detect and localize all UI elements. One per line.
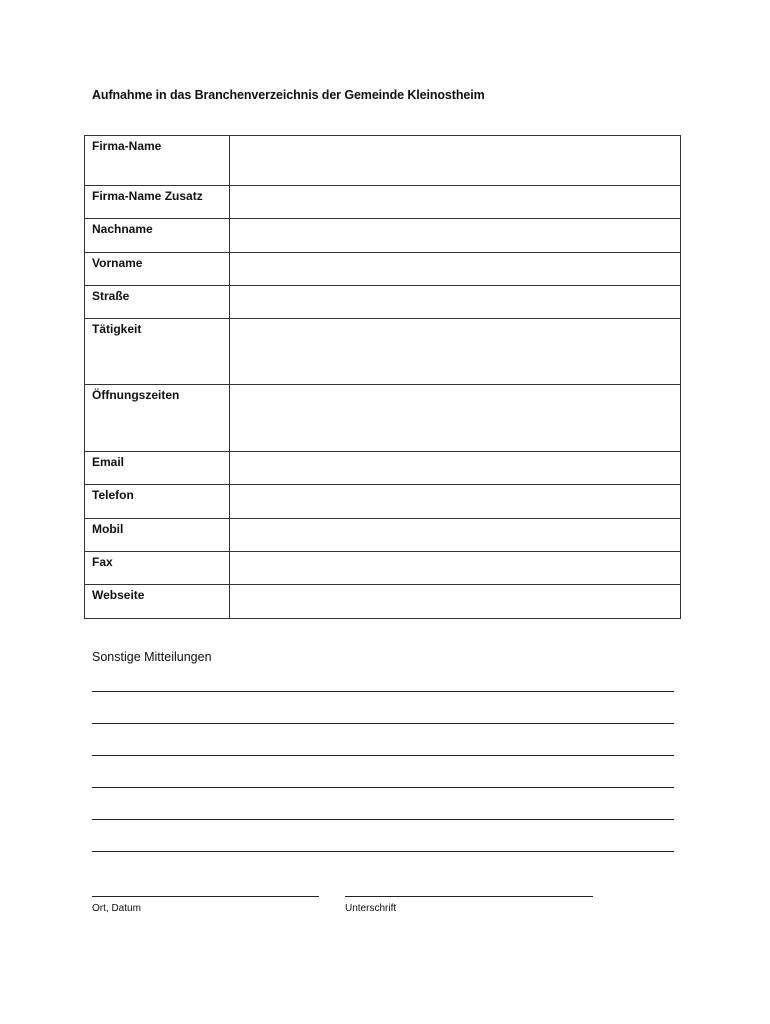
mobil-field[interactable] — [230, 519, 681, 552]
field-label: Telefon — [85, 485, 230, 519]
field-label: Straße — [85, 286, 230, 319]
field-label: Webseite — [85, 585, 230, 619]
form-row-strasse — [85, 286, 681, 319]
field-label: Öffnungszeiten — [85, 385, 230, 452]
nachname-field[interactable] — [230, 219, 681, 253]
form-row-email — [85, 452, 681, 485]
registration-form-table — [84, 135, 681, 619]
remarks-line[interactable] — [92, 787, 674, 788]
form-row-vorname — [85, 253, 681, 286]
form-row-firma-name — [85, 136, 681, 186]
form-title: Aufnahme in das Branchenverzeichnis der Gemeinde Kleinostheim — [92, 88, 485, 102]
strasse-field[interactable] — [230, 286, 681, 319]
remarks-line[interactable] — [92, 819, 674, 820]
form-row-taetigkeit — [85, 319, 681, 385]
signature-line[interactable] — [345, 896, 593, 897]
form-row-webseite — [85, 585, 681, 619]
field-label: Firma-Name — [85, 136, 230, 186]
oeffnungszeiten-field[interactable] — [230, 385, 681, 452]
field-label: Tätigkeit — [85, 319, 230, 385]
field-label: Firma-Name Zusatz — [85, 186, 230, 219]
form-row-telefon — [85, 485, 681, 519]
taetigkeit-field[interactable] — [230, 319, 681, 385]
field-label: Fax — [85, 552, 230, 585]
place-date-caption: Ort, Datum — [92, 903, 141, 914]
firma-name-field[interactable] — [230, 136, 681, 186]
fax-field[interactable] — [230, 552, 681, 585]
field-label: Vorname — [85, 253, 230, 286]
vorname-field[interactable] — [230, 253, 681, 286]
field-label: Nachname — [85, 219, 230, 253]
telefon-field[interactable] — [230, 485, 681, 519]
remarks-line[interactable] — [92, 691, 674, 692]
form-row-mobil — [85, 519, 681, 552]
remarks-line[interactable] — [92, 851, 674, 852]
field-label: Mobil — [85, 519, 230, 552]
remarks-line[interactable] — [92, 723, 674, 724]
firma-name-zusatz-field[interactable] — [230, 186, 681, 219]
form-row-nachname — [85, 219, 681, 253]
email-field[interactable] — [230, 452, 681, 485]
remarks-line[interactable] — [92, 755, 674, 756]
webseite-field[interactable] — [230, 585, 681, 619]
form-row-fax — [85, 552, 681, 585]
remarks-heading: Sonstige Mitteilungen — [92, 650, 212, 664]
form-row-oeffnungszeiten — [85, 385, 681, 452]
place-date-line[interactable] — [92, 896, 319, 897]
signature-caption: Unterschrift — [345, 903, 397, 914]
field-label: Email — [85, 452, 230, 485]
form-row-firma-name-zusatz — [85, 186, 681, 219]
